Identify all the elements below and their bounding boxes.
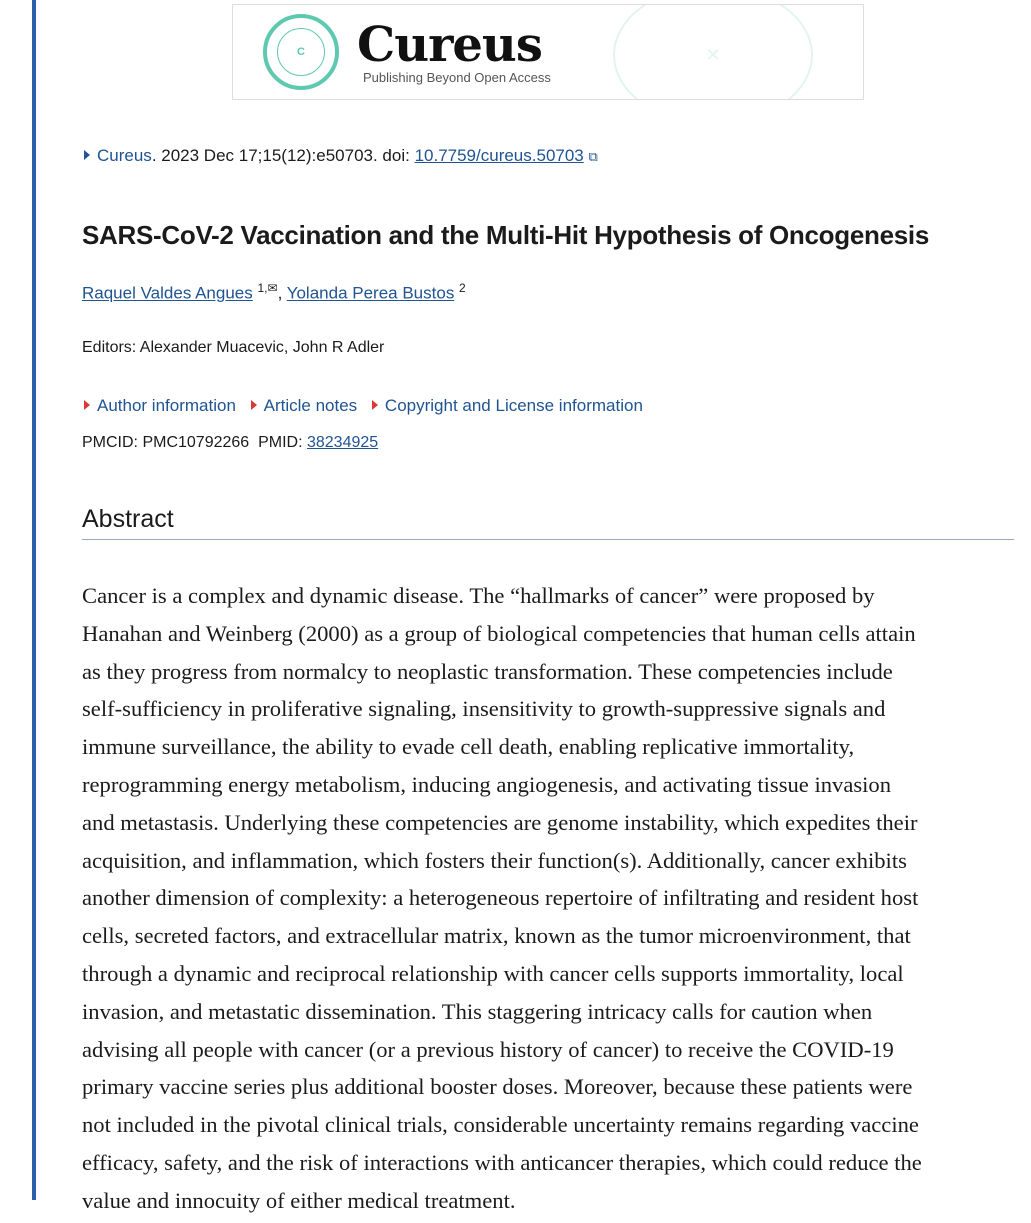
triangle-icon <box>251 400 257 410</box>
pmcid: PMCID: PMC10792266 PMID: <box>82 434 307 451</box>
abstract-line: primary vaccine series plus additional booster doses. Moreover, because these patients were <box>82 1074 913 1100</box>
abstract-line: another dimension of complexity: a heterogeneous repertoire of infiltrating and resident host <box>82 885 919 911</box>
article-notes-bar <box>84 396 653 416</box>
article-ids <box>82 434 378 452</box>
article-notes-toggle[interactable]: Article notes <box>251 396 358 415</box>
article-title: SARS-CoV-2 Vaccination and the Multi-Hit Hypothesis of Oncogenesis <box>82 220 929 250</box>
abstract-heading: Abstract <box>82 505 174 533</box>
abstract-line: Hanahan and Weinberg (2000) as a group of biological competencies that human cells attain <box>82 620 916 646</box>
brand-tagline: Publishing Beyond Open Access <box>363 69 551 85</box>
abstract-line: cells, secreted factors, and extracellular matrix, known as the tumor microenvironment, that <box>82 923 911 949</box>
abstract-text <box>82 580 922 1223</box>
citation-details: . 2023 Dec 17;15(12):e50703. doi: <box>151 146 415 165</box>
watermark-seal: ✕ <box>613 4 813 100</box>
abstract-line: Cancer is a complex and dynamic disease. The “hallmarks of cancer” were proposed by <box>82 583 875 608</box>
abstract-line: as they progress from normalcy to neoplastic transformation. These competencies include <box>82 658 893 684</box>
brand <box>357 16 551 85</box>
abstract-line: invasion, and metastatic dissemination. This staggering intricacy calls for caution when <box>82 998 873 1024</box>
author-information-toggle[interactable]: Author information <box>84 396 236 415</box>
authors: Raquel Valdes Angues $^{1,✉}$, Yolanda Perea Bustos $^2$ <box>82 281 466 303</box>
brand-name: Cureus <box>357 16 542 73</box>
abstract-line: reprogramming energy metabolism, inducing angiogenesis, and activating tissue invasion <box>82 771 892 797</box>
abstract-line: efficacy, safety, and the risk of interactions with anticancer therapies, which could reduce the <box>82 1149 922 1175</box>
abstract-line: acquisition, and inflammation, which fosters their function(s). Additionally, cancer exhibits <box>82 847 907 873</box>
cureus-seal-logo: C <box>263 14 339 90</box>
pmid-link[interactable]: 38234925 <box>306 434 379 451</box>
external-link-icon[interactable]: ⧉ <box>588 149 598 164</box>
abstract-line: advising all people with cancer (or a previous history of cancer) to receive the COVID-19 <box>82 1036 894 1062</box>
citation <box>84 146 598 166</box>
journal-banner[interactable] <box>232 4 864 100</box>
author-link[interactable]: Raquel Valdes Angues <box>82 283 253 303</box>
abstract-line: not included in the pivotal clinical trials, considerable uncertainty remains regarding vaccine <box>82 1112 919 1138</box>
author-link[interactable]: Yolanda Perea Bustos <box>286 283 455 303</box>
abstract-line: value and innocuity of either medical treatment. <box>82 1187 516 1213</box>
abstract-line: self-sufficiency in proliferative signaling, insensitivity to growth-suppressive signals and <box>82 696 886 722</box>
divider <box>82 539 1014 540</box>
abstract-line: through a dynamic and reciprocal relationship with cancer cells supports immortality, local <box>82 960 904 986</box>
journal-link[interactable]: Cureus <box>97 146 152 165</box>
copyright-toggle[interactable]: Copyright and License information <box>372 396 643 415</box>
triangle-icon <box>84 400 90 410</box>
doi-link[interactable]: 10.7759/cureus.50703 <box>414 146 584 165</box>
left-accent-bar <box>32 0 36 1200</box>
author-affiliation[interactable]: 1,✉ <box>257 281 278 295</box>
abstract-line: and metastasis. Underlying these competencies are genome instability, which expedites their <box>82 809 918 835</box>
author-affiliation[interactable]: 2 <box>459 281 466 295</box>
triangle-icon <box>372 400 378 410</box>
expand-triangle-icon[interactable] <box>84 150 90 160</box>
editors: Editors: Alexander Muacevic, John R Adler <box>82 339 385 356</box>
abstract-line: immune surveillance, the ability to evade cell death, enabling replicative immortality, <box>82 734 855 760</box>
